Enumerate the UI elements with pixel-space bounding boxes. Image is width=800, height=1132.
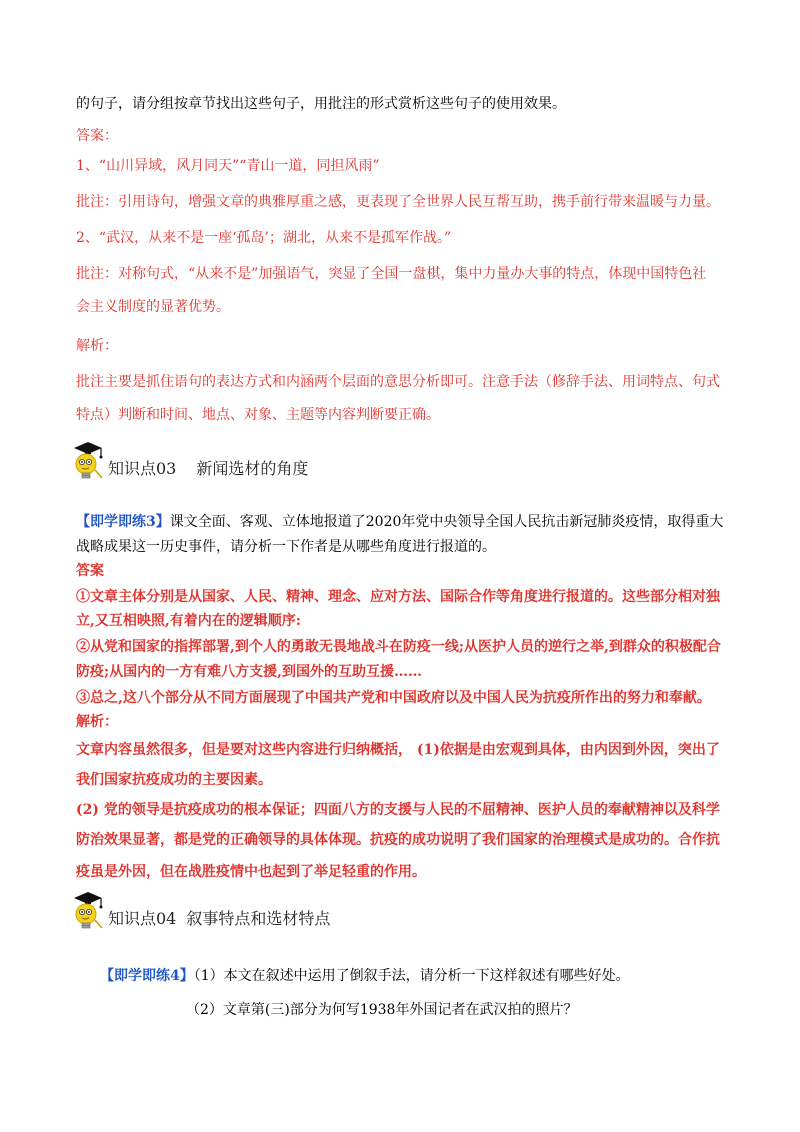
- section-heading-03: [68, 440, 468, 484]
- intro-line: 的句子，请分组按章节找出这些句子，用批注的形式赏析这些句子的使用效果。: [76, 96, 566, 112]
- graduate-bulb-icon: [68, 440, 108, 484]
- exercise3-analysis2-line1: (2) 党的领导是抗疫成功的根本保证；四面八方的支援与人民的不屈精神、医护人员的奉献精神以及科学: [76, 802, 720, 818]
- graduate-bulb-icon: [68, 890, 108, 934]
- exercise4-q1-text: （1）本文在叙述中运用了倒叙手法，请分析一下这样叙述有哪些好处。: [193, 968, 630, 984]
- exercise4-question2: （2）文章第(三)部分为何写1938年外国记者在武汉拍的照片？: [186, 1002, 578, 1018]
- item1-note: 批注：引用诗句，增强文章的典雅厚重之感，更表现了全世界人民互帮互助，携手前行带来温暖与力量。: [76, 194, 720, 210]
- exercise3-tag: 【即学即练3】: [76, 514, 170, 530]
- analysis-line1: 批注主要是抓住语句的表达方式和内涵两个层面的意思分析即可。注意手法（修辞手法、用词特点、句式: [76, 374, 720, 390]
- exercise3-analysis2-line2: 防治效果显著，都是党的正确领导的具体体现。抗疫的成功说明了我们国家的治理模式是成功的。合作抗: [76, 832, 720, 848]
- analysis-line2: 特点）判断和时间、地点、对象、主题等内容判断要正确。: [76, 407, 440, 423]
- answer-label: 答案：: [76, 128, 118, 144]
- item1-quote: 1、“山川异域，风月同天”“青山一道，同担风雨”: [76, 158, 380, 174]
- section-04-title: 知识点04: [108, 909, 177, 928]
- item2-note-line2: 会主义制度的显著优势。: [76, 299, 230, 315]
- exercise3-answer1-line2: 立,又互相映照,有着内在的逻辑顺序:: [76, 613, 301, 629]
- section-03-subtitle: 新闻选材的角度: [196, 459, 309, 478]
- exercise3-analysis1-line2: 我们国家抗疫成功的主要因素。: [76, 772, 272, 788]
- section-03-title: 知识点03: [108, 459, 177, 478]
- exercise3-answer2-line1: ②从党和国家的指挥部署,到个人的勇敢无畏地战斗在防疫一线;从医护人员的逆行之举,到群众的积极配合: [76, 639, 721, 655]
- exercise3-analysis1-line1: 文章内容虽然很多，但是要对这些内容进行归纳概括， (1)依据是由宏观到具体，由内因到外因，突出了: [76, 742, 720, 758]
- exercise3-analysis2-line3: 疫虽是外因，但在战胜疫情中也起到了举足轻重的作用。: [76, 864, 426, 880]
- exercise3-analysis-label: 解析：: [76, 714, 118, 730]
- exercise3-q-text: 课文全面、客观、立体地报道了2020年党中央领导全国人民抗击新冠肺炎疫情，取得重大: [169, 514, 724, 530]
- exercise4-tag: 【即学即练4】: [100, 968, 194, 984]
- section-heading-04: [68, 890, 468, 934]
- exercise3-answer1-line1: ①文章主体分别是从国家、人民、精神、理念、应对方法、国际合作等角度进行报道的。这些部分相对独: [76, 589, 720, 605]
- section-04-subtitle: 叙事特点和选材特点: [186, 909, 331, 928]
- analysis-label: 解析：: [76, 338, 118, 354]
- exercise3-question-line1: [76, 512, 736, 532]
- exercise3-answer2-line2: 防疫;从国内的一方有难八方支援,到国外的互助互援……: [76, 664, 423, 680]
- exercise4-question1: [100, 966, 760, 986]
- item2-note-line1: 批注：对称句式，“从来不是”加强语气，突显了全国一盘棋，集中力量办大事的特点，体现中国特色社: [76, 266, 707, 282]
- exercise3-question-line2: 战略成果这一历史事件，请分析一下作者是从哪些角度进行报道的。: [76, 539, 496, 555]
- exercise3-answer-label: 答案: [76, 563, 104, 579]
- item2-quote: 2、“武汉，从来不是一座‘孤岛’；湖北，从来不是孤军作战。”: [76, 230, 452, 246]
- exercise3-answer3-line1: ③总之,这八个部分从不同方面展现了中国共产党和中国政府以及中国人民为抗疫所作出的努力和奉献。: [76, 690, 711, 706]
